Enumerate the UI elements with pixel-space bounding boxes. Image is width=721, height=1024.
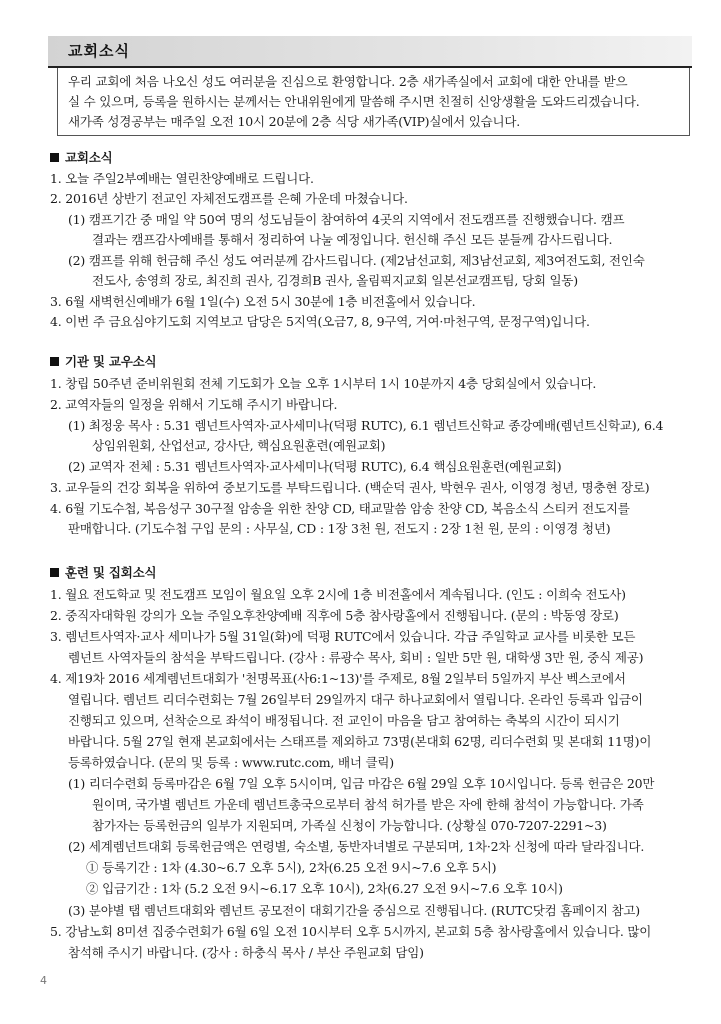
notice-item: 2. 2016년 상반기 전교인 자체전도캠프를 은혜 가운데 마쳤습니다. <box>50 191 408 206</box>
welcome-line: 실 수 있으며, 등록을 원하시는 분께서는 안내위원에게 말씀해 주시면 친절히 신앙생활을 도와드리겠습니다. <box>68 94 640 109</box>
notice-item: 4. 이번 주 금요심야기도회 지역보고 담당은 5지역(오금7, 8, 9구역, 거여·마천구역, 문정구역)입니다. <box>50 314 590 329</box>
notice-item: 진행되고 있으며, 선착순으로 좌석이 배정됩니다. 전 교인이 마음을 담고 참여하는 축복의 시간이 되시기 <box>68 713 620 728</box>
notice-item: 판매합니다. (기도수첩 구입 문의 : 사무실, CD : 1장 3천 원, 전도지 : 2장 1천 원, 문의 : 이영경 청년) <box>68 521 611 536</box>
notice-item: 등록하였습니다. (문의 및 등록 : www.rutc.com, 배너 클릭) <box>68 755 394 770</box>
notice-subitem: (2) 교역자 전체 : 5.31 렘넌트사역자·교사세미나(덕평 RUTC), 6.4 핵심요원훈련(예원교회) <box>68 459 562 474</box>
welcome-box <box>57 68 690 136</box>
welcome-line: 우리 교회에 처음 나오신 성도 여러분을 진심으로 환영합니다. 2층 새가족실에서 교회에 대한 안내를 받으 <box>68 74 628 89</box>
notice-item: 3. 6월 새벽헌신예배가 6월 1일(수) 오전 5시 30분에 1층 비전홀에서 있습니다. <box>50 294 476 309</box>
notice-item: 1. 오늘 주일2부예배는 열린찬양예배로 드립니다. <box>50 171 314 186</box>
notice-item: 바랍니다. 5월 27일 현재 본교회에서는 스태프를 제외하고 73명(본대회 62명, 리더수련회 및 본대회 11명)이 <box>68 734 652 749</box>
notice-item: 1. 월요 전도학교 및 전도캠프 모임이 월요일 오후 2시에 1층 비전홀에서 계속됩니다. (인도 : 이희숙 전도사) <box>50 587 626 602</box>
section-heading: 기관 및 교우소식 <box>50 352 156 372</box>
notice-subitem: 원이며, 국가별 렘넌트 가운데 렘넌트총국으로부터 참석 허가를 받은 자에 한해 참석이 가능합니다. 가족 <box>92 797 644 812</box>
notice-subitem: (3) 분야별 탭 렘넌트대회와 렘넌트 공모전이 대회기간을 중심으로 진행됩니다. (RUTC닷컴 홈페이지 참고) <box>68 903 640 918</box>
notice-item: 1. 창립 50주년 준비위원회 전체 기도회가 오늘 오후 1시부터 1시 10분까지 4층 당회실에서 있습니다. <box>50 376 597 391</box>
notice-subitem: 참가자는 등록헌금의 일부가 지원되며, 가족실 신청이 가능합니다. (상황실 070-7207-2291~3) <box>92 818 607 833</box>
notice-subitem: ① 등록기간 : 1차 (4.30~6.7 오후 5시), 2차(6.25 오전 9시~7.6 오후 5시) <box>86 860 497 875</box>
notice-subitem: ② 입금기간 : 1차 (5.2 오전 9시~6.17 오후 10시), 2차(6.27 오전 9시~7.6 오후 10시) <box>86 881 563 896</box>
notice-item: 4. 제19차 2016 세계렘넌트대회가 '천명목표(사6:1~13)'를 주제로, 8월 2일부터 5일까지 부산 벡스코에서 <box>50 671 626 686</box>
square-bullet-icon <box>50 153 59 162</box>
square-bullet-icon <box>50 357 59 366</box>
notice-item: 열립니다. 렘넌트 리더수련회는 7월 26일부터 29일까지 대구 하나교회에서 열립니다. 온라인 등록과 입금이 <box>68 692 643 707</box>
notice-subitem: (1) 캠프기간 중 매일 약 50여 명의 성도님들이 참여하여 4곳의 지역에서 전도캠프를 진행했습니다. 캠프 <box>68 212 625 227</box>
section-heading: 교회소식 <box>50 148 113 168</box>
square-bullet-icon <box>50 568 59 577</box>
notice-item: 렘넌트 사역자들의 참석을 부탁드립니다. (강사 : 류광수 목사, 회비 : 일반 5만 원, 대학생 3만 원, 중식 제공) <box>68 650 644 665</box>
notice-item: 2. 교역자들의 일정을 위해서 기도해 주시기 바랍니다. <box>50 397 338 412</box>
notice-subitem: 상임위원회, 산업선교, 강사단, 핵심요원훈련(예원교회) <box>92 438 386 453</box>
notice-item: 3. 렘넌트사역자·교사 세미나가 5월 31일(화)에 덕평 RUTC에서 있습니다. 각급 주일학교 교사를 비롯한 모든 <box>50 629 636 644</box>
notice-subitem: 결과는 캠프감사예배를 통해서 정리하여 나눌 예정입니다. 헌신해 주신 모든 분들께 감사드립니다. <box>92 232 613 247</box>
notice-subitem: 전도사, 송영희 장로, 최진희 권사, 김경희B 권사, 올림픽지교회 일본선교캠프팀, 당회 일동) <box>92 273 578 288</box>
page-title: 교회소식 <box>68 42 130 60</box>
notice-item: 참석해 주시기 바랍니다. (강사 : 하충식 목사 / 부산 주원교회 담임) <box>68 945 424 960</box>
notice-subitem: (1) 최정웅 목사 : 5.31 렘넌트사역자·교사세미나(덕평 RUTC), 6.1 렘넌트신학교 종강예배(렘넌트신학교), 6.4 <box>68 418 664 433</box>
page-number: 4 <box>40 974 47 987</box>
section-heading: 훈련 및 집회소식 <box>50 563 156 583</box>
notice-subitem: (2) 캠프를 위해 헌금해 주신 성도 여러분께 감사드립니다. (제2남선교회, 제3남선교회, 제3여전도회, 전인숙 <box>68 253 645 268</box>
notice-item: 5. 강남노회 8미션 집중수련회가 6월 6일 오전 10시부터 오후 5시까지, 본교회 5층 참사랑홀에서 있습니다. 많이 <box>50 924 652 939</box>
notice-item: 4. 6월 기도수첩, 복음성구 30구절 암송을 위한 찬양 CD, 태교말씀 암송 찬양 CD, 복음소식 스티커 전도지를 <box>50 501 630 516</box>
notice-item: 3. 교우들의 건강 회복을 위하여 중보기도를 부탁드립니다. (백순덕 권사, 박현우 권사, 이영경 청년, 명충현 장로) <box>50 480 650 495</box>
notice-subitem: (1) 리더수련회 등록마감은 6월 7일 오후 5시이며, 입금 마감은 6월 29일 오후 10시입니다. 등록 헌금은 20만 <box>68 776 655 791</box>
notice-subitem: (2) 세계렘넌트대회 등록헌금액은 연령별, 숙소별, 동반자녀별로 구분되며, 1차·2차 신청에 따라 달라집니다. <box>68 839 645 854</box>
header-bar <box>48 36 692 66</box>
notice-item: 2. 중직자대학원 강의가 오늘 주일오후찬양예배 직후에 5층 참사랑홀에서 진행됩니다. (문의 : 박동영 장로) <box>50 608 619 623</box>
welcome-line: 새가족 성경공부는 매주일 오전 10시 20분에 2층 식당 새가족(VIP)실에서 있습니다. <box>68 114 521 129</box>
